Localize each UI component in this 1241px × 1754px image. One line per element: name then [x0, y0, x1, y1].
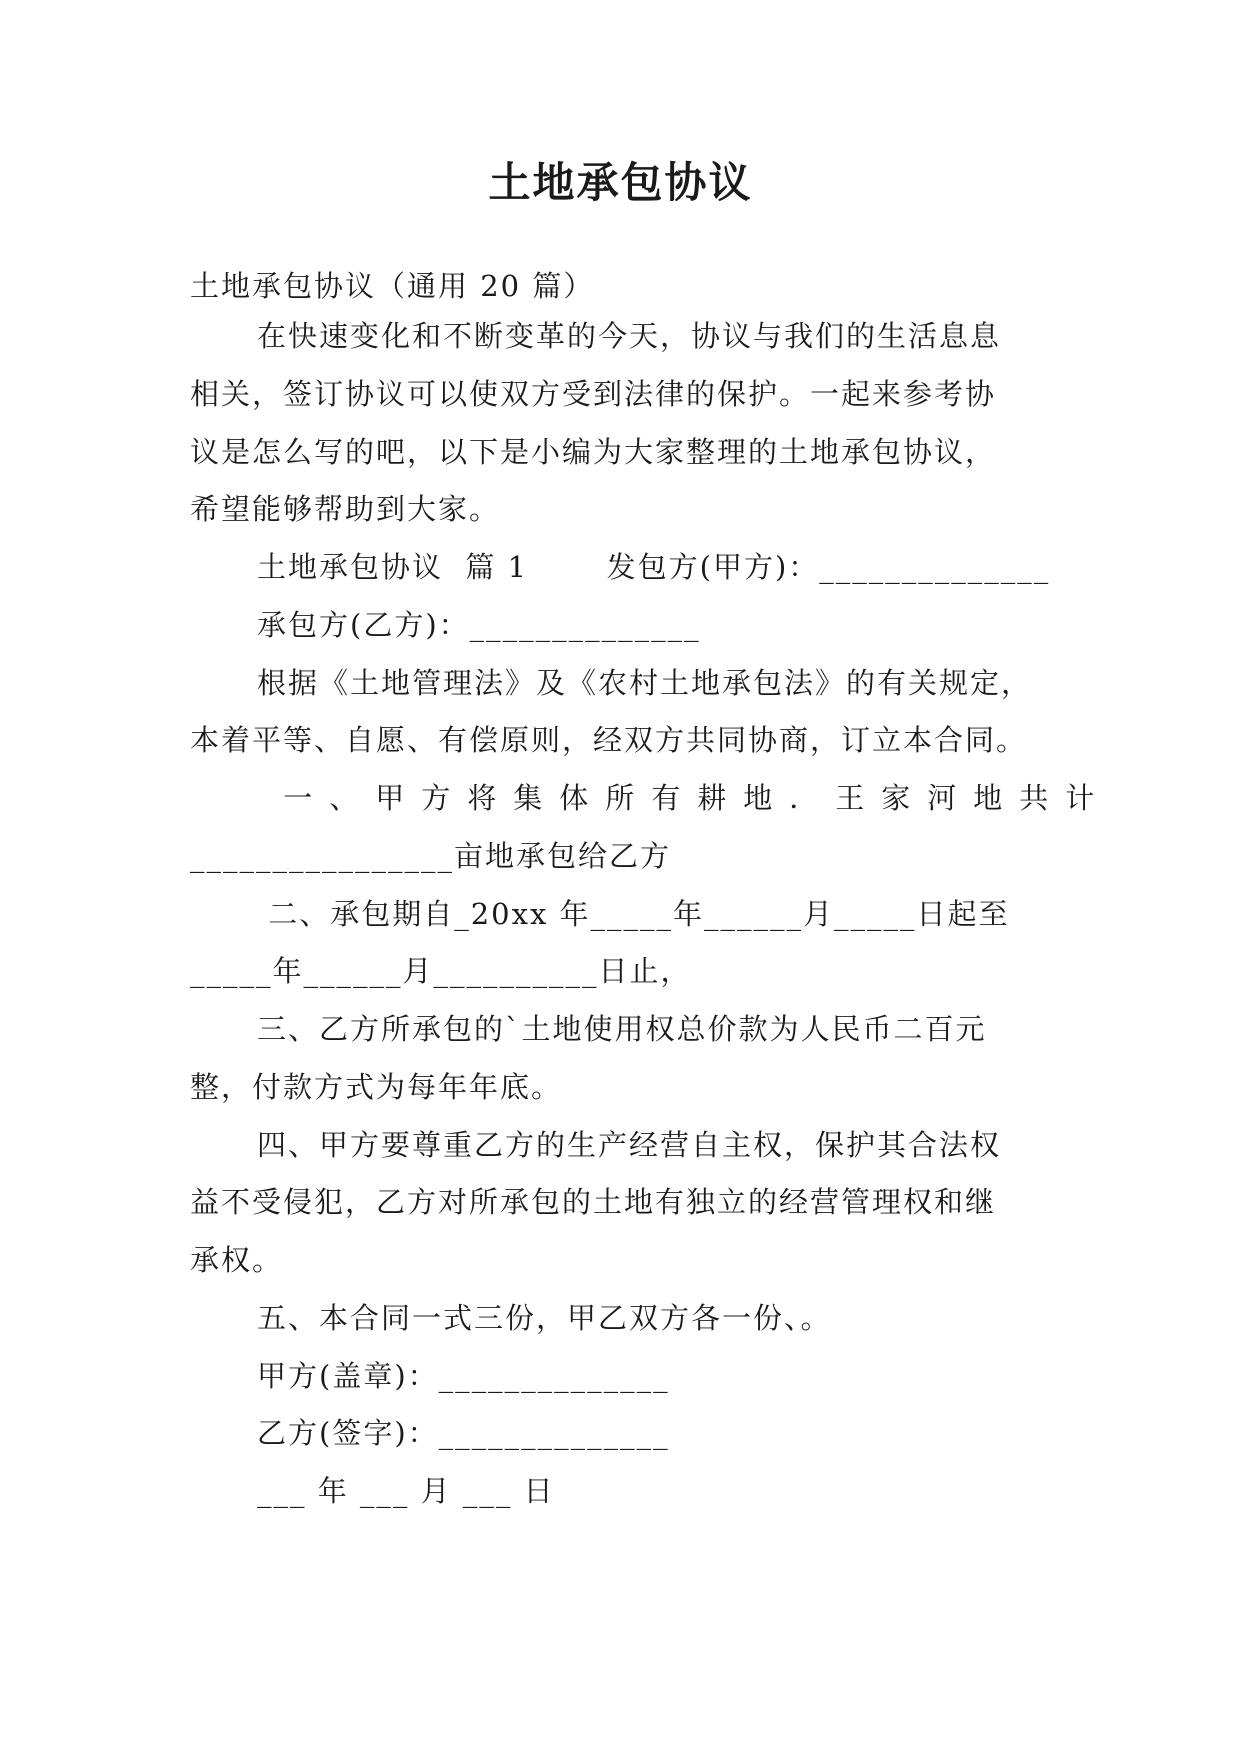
doc-line: _____年______月__________日止， — [190, 954, 692, 988]
signature-line-party-b: 乙方(签字)：______________ — [257, 1416, 670, 1450]
doc-line: 在快速变化和不断变革的今天，协议与我们的生活息息 — [257, 319, 1002, 353]
doc-line: 议是怎么写的吧，以下是小编为大家整理的土地承包协议， — [190, 435, 997, 469]
date-line: ___ 年 ___ 月 ___ 日 — [257, 1474, 555, 1508]
signature-line-party-a: 甲方(盖章)：______________ — [257, 1359, 670, 1393]
doc-line: ________________亩地承包给乙方 — [190, 839, 672, 873]
doc-line: 整，付款方式为每年年底。 — [190, 1070, 563, 1104]
doc-line-subtitle: 土地承包协议（通用 20 篇） — [190, 269, 595, 303]
doc-line: 五、本合同一式三份，甲乙双方各一份、。 — [257, 1301, 832, 1335]
doc-line: 根据《土地管理法》及《农村土地承包法》的有关规定， — [257, 666, 1033, 700]
doc-line: 四、甲方要尊重乙方的生产经营自主权，保护其合法权 — [257, 1128, 1002, 1162]
doc-line-section-heading: 土地承包协议 篇 1 发包方(甲方)：______________ — [257, 550, 1051, 584]
document-title: 土地承包协议 — [488, 158, 753, 207]
doc-line: 相关，签订协议可以使双方受到法律的保护。一起来参考协 — [190, 377, 997, 411]
doc-line: 承包方(乙方)：______________ — [257, 608, 701, 642]
doc-line: 三、乙方所承包的`土地使用权总价款为人民币二百元 — [257, 1012, 987, 1046]
doc-line: 益不受侵犯，乙方对所承包的土地有独立的经营管理权和继 — [190, 1185, 997, 1219]
doc-line: 二、承包期自_20xx 年_____年______月_____日起至 — [257, 897, 1010, 931]
doc-line: 一、甲方将集体所有耕地．王家河地共计 — [257, 781, 1112, 815]
doc-line: 本着平等、自愿、有偿原则，经双方共同协商，订立本合同。 — [190, 723, 1028, 757]
doc-line: 希望能够帮助到大家。 — [190, 492, 501, 526]
doc-line: 承权。 — [190, 1243, 284, 1277]
